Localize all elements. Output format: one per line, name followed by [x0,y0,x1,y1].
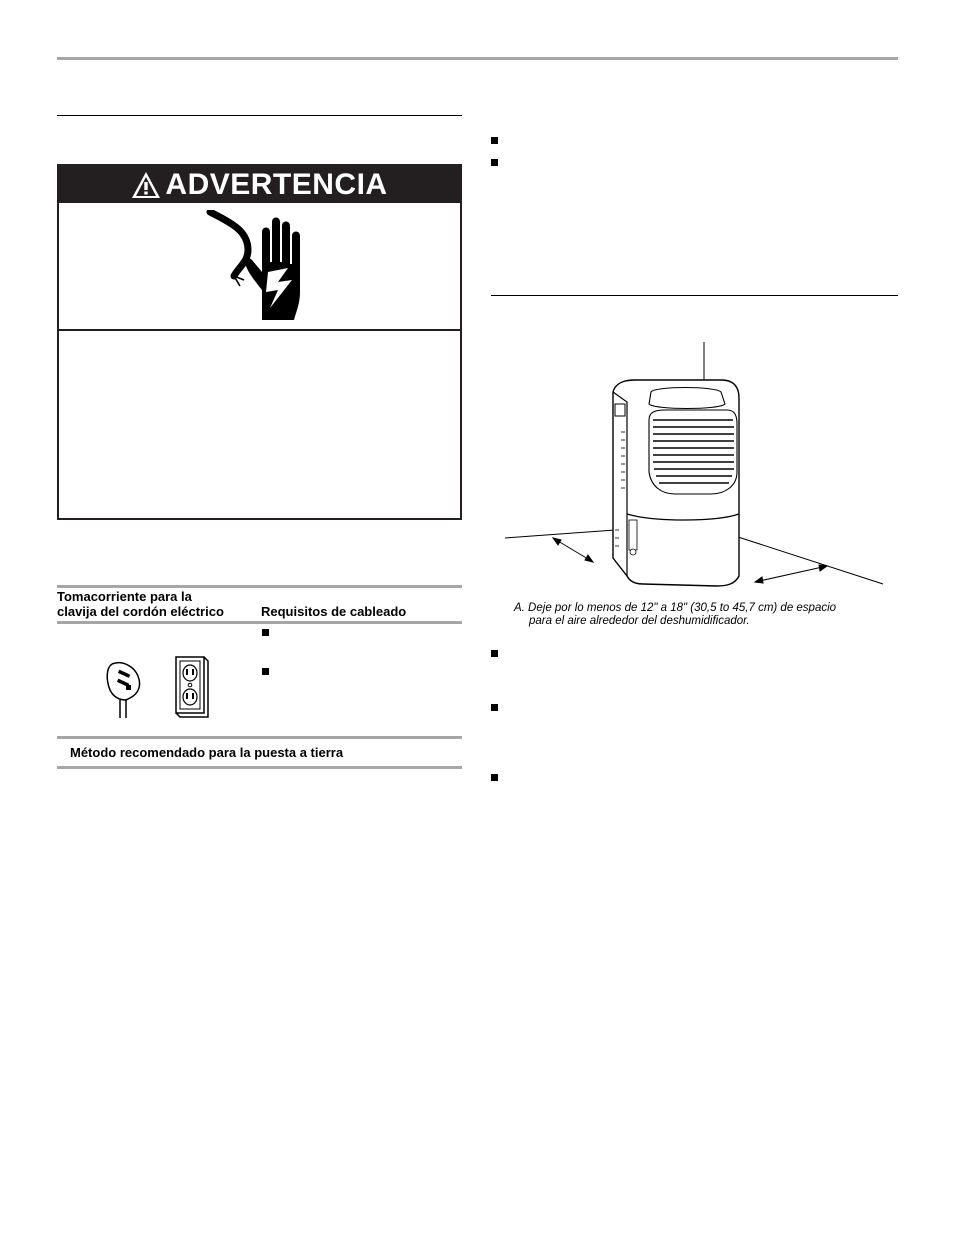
table-footer-bottom-rule [57,766,462,769]
three-prong-plug-icon [104,660,146,720]
table-footer-top-rule [57,736,462,739]
table-header-outlet-line1: Tomacorriente para la [57,589,192,604]
table-header-wiring: Requisitos de cableado [261,604,407,619]
warning-box [57,164,462,520]
wiring-bullet-2 [262,668,269,675]
figure-caption-line1: A. Deje por lo menos de 12" a 18" (30,5 to 45,7 cm) de espacio [514,602,837,614]
table-top-rule [57,585,462,588]
warning-triangle-icon [131,171,161,199]
left-section-rule [57,115,462,116]
warning-divider [59,329,460,331]
table-header-outlet-line2: clavija del cordón eléctrico [57,604,224,619]
warning-header [59,166,460,203]
right-bullet-1 [491,137,498,144]
wiring-bullet-1 [262,629,269,636]
right-bullet-3 [491,650,498,657]
top-rule [57,57,898,60]
table-footer-label: Método recomendado para la puesta a tierra [70,745,344,760]
table-header-rule [57,621,462,624]
electric-shock-hand-icon [204,210,314,322]
grounded-outlet-icon [175,656,209,718]
warning-title: ADVERTENCIA [165,168,388,201]
right-bullet-4 [491,704,498,711]
right-bullet-2 [491,159,498,166]
right-section-rule [491,295,898,296]
figure-caption-line2: para el aire alrededor del deshumidificador. [529,615,750,627]
right-bullet-5 [491,774,498,781]
dehumidifier-clearance-illustration [505,340,885,600]
figure-caption [514,602,894,628]
table-header-outlet [57,589,257,619]
